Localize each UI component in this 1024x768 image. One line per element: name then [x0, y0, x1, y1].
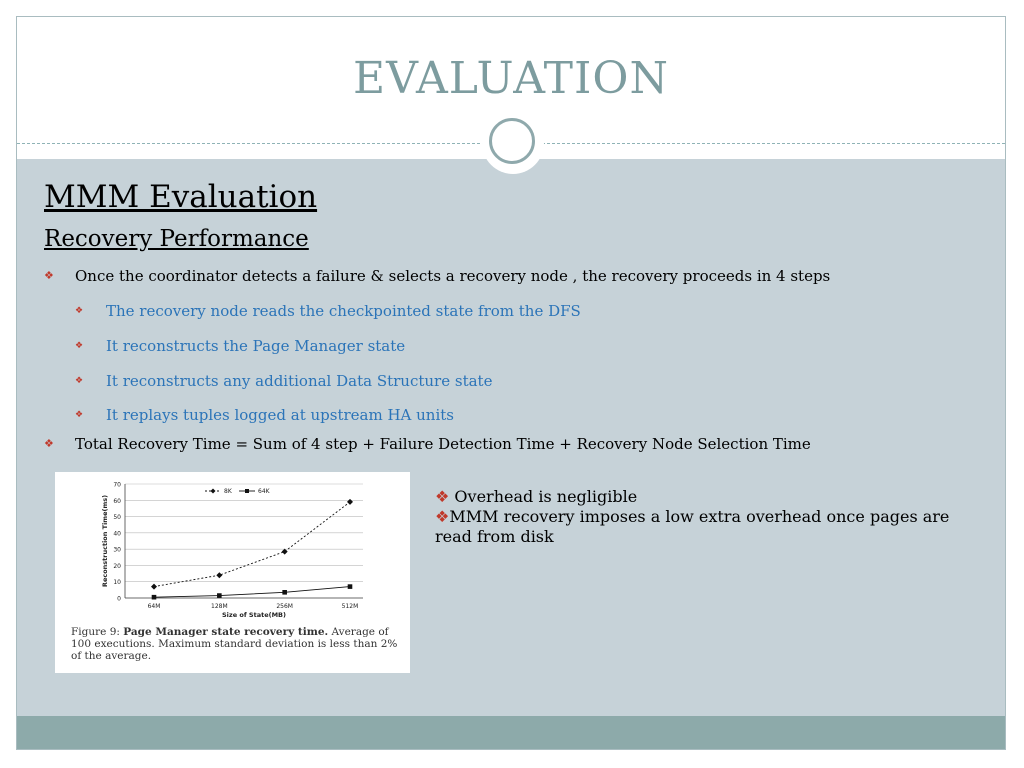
sub-bullet-item	[75, 406, 454, 424]
note-item	[435, 487, 975, 507]
bullet-item	[44, 267, 830, 285]
diamond-bullet-icon: ❖	[435, 507, 450, 526]
y-tick-label: 60	[113, 497, 121, 505]
sub-bullet-item	[75, 372, 492, 390]
notes-block	[435, 487, 975, 547]
bullet-text: Total Recovery Time = Sum of 4 step + Failure Detection Time + Recovery Node Selection Time	[75, 435, 811, 453]
data-point-8K	[282, 549, 288, 555]
footer-bar	[17, 716, 1005, 749]
data-point-64K	[217, 593, 222, 598]
recovery-time-chart	[55, 472, 410, 622]
note-text: Overhead is negligible	[449, 487, 638, 506]
slide-frame	[16, 16, 1006, 750]
section-heading: MMM Evaluation	[44, 179, 318, 215]
y-tick-label: 70	[113, 481, 121, 489]
data-point-64K	[348, 584, 353, 589]
y-axis-label: Reconstruction Time(ms)	[101, 494, 109, 588]
x-tick-label: 512M	[341, 603, 359, 610]
caption-text: Average of 100 executions. Maximum standard deviation is less than 2% of the average.	[71, 626, 398, 662]
diamond-bullet-icon: ❖	[75, 341, 84, 351]
diamond-bullet-icon: ❖	[44, 269, 54, 282]
bullet-item	[44, 435, 811, 453]
data-point-64K	[152, 595, 157, 600]
series-line-64K	[154, 587, 350, 598]
figure-caption	[71, 626, 401, 662]
note-item	[435, 507, 975, 547]
sub-bullet-item	[75, 337, 405, 355]
diamond-bullet-icon: ❖	[75, 410, 84, 420]
bullet-text: Once the coordinator detects a failure & selects a recovery node , the recovery proceeds in 4 steps	[75, 267, 831, 285]
legend-marker	[245, 489, 249, 493]
x-tick-label: 64M	[147, 603, 161, 610]
diamond-bullet-icon: ❖	[75, 306, 84, 316]
ring-icon	[489, 118, 535, 164]
caption-title: Page Manager state recovery time.	[123, 626, 329, 638]
sub-bullet-item	[75, 302, 581, 320]
data-point-8K	[151, 584, 157, 590]
sub-bullet-text: The recovery node reads the checkpointed state from the DFS	[106, 302, 581, 320]
y-tick-label: 40	[113, 530, 121, 538]
y-tick-label: 0	[117, 595, 121, 603]
legend-label: 64K	[258, 488, 270, 495]
data-point-8K	[216, 572, 222, 578]
y-tick-label: 50	[113, 514, 121, 522]
series-line-8K	[154, 502, 350, 587]
y-tick-label: 10	[113, 579, 121, 587]
y-tick-label: 20	[113, 562, 121, 570]
sub-bullet-text: It replays tuples logged at upstream HA units	[106, 406, 454, 424]
figure-panel	[55, 472, 410, 673]
note-text: MMM recovery imposes a low extra overhead once pages are read from disk	[435, 507, 950, 546]
diamond-bullet-icon: ❖	[75, 376, 84, 386]
legend-marker	[211, 489, 216, 494]
x-axis-label: Size of State(MB)	[222, 611, 286, 619]
section-subheading: Recovery Performance	[44, 226, 309, 252]
y-tick-label: 30	[113, 546, 121, 554]
sub-bullet-text: It reconstructs the Page Manager state	[106, 337, 406, 355]
legend-label: 8K	[224, 488, 232, 495]
data-point-64K	[282, 590, 287, 595]
data-point-8K	[347, 499, 353, 505]
caption-label: Figure 9:	[71, 626, 120, 638]
x-tick-label: 128M	[211, 603, 228, 610]
slide-title: EVALUATION	[353, 53, 669, 104]
diamond-bullet-icon: ❖	[44, 437, 54, 450]
x-tick-label: 256M	[276, 603, 293, 610]
sub-bullet-text: It reconstructs any additional Data Structure state	[106, 372, 493, 390]
diamond-bullet-icon: ❖	[435, 487, 450, 506]
